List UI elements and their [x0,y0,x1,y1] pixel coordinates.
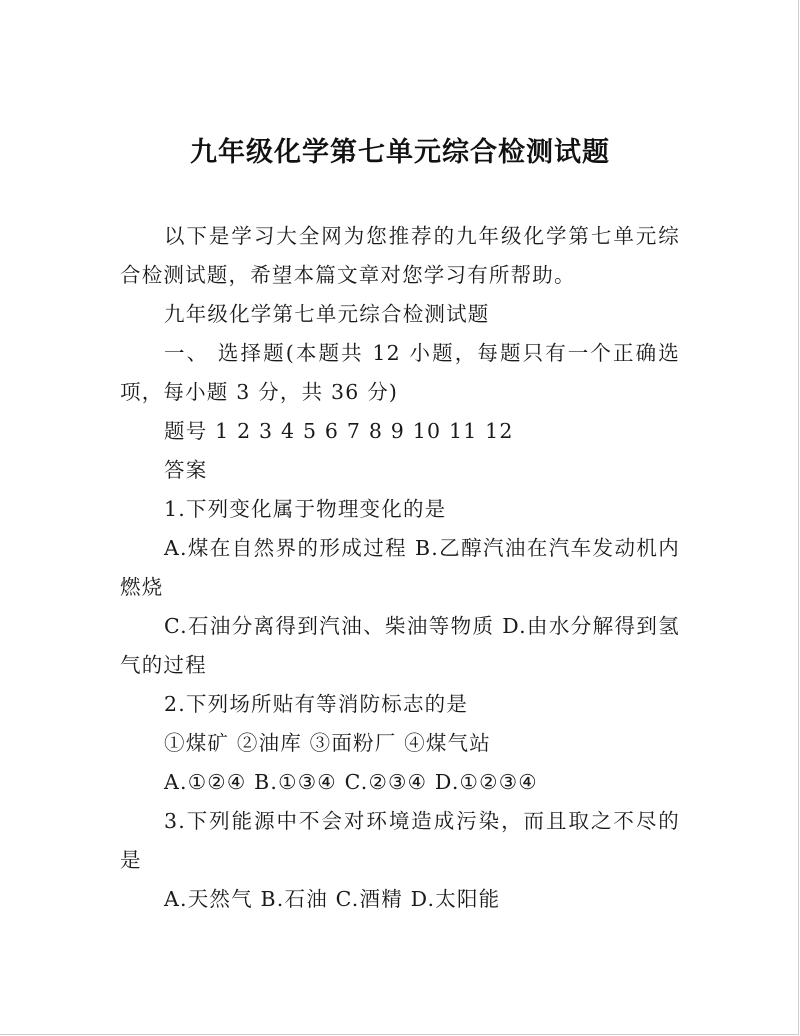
question-3: 3.下列能源中不会对环境造成污染，而且取之不尽的是 [120,809,680,872]
answer-table-header-row: 题号 1 2 3 4 5 6 7 8 9 10 11 12 [164,419,514,443]
question-2-places: ①煤矿 ②油库 ③面粉厂 ④煤气站 [164,731,491,755]
document-title: 九年级化学第七单元综合检测试题 [190,137,610,168]
question-3-options: A.天然气 B.石油 C.酒精 D.太阳能 [164,887,501,911]
intro-paragraph: 以下是学习大全网为您推荐的九年级化学第七单元综合检测试题，希望本篇文章对您学习有所帮助。 [120,224,680,287]
section-heading: 九年级化学第七单元综合检测试题 [164,302,490,326]
answer-table-answer-row: 答案 [164,458,208,482]
question-1-options-ab: A.煤在自然界的形成过程 B.乙醇汽油在汽车发动机内燃烧 [120,536,680,599]
section-instructions: 一、 选择题(本题共 12 小题，每题只有一个正确选项，每小题 3 分，共 36 分) [120,341,680,404]
question-1-options-cd: C.石油分离得到汽油、柴油等物质 D.由水分解得到氢气的过程 [120,614,680,677]
question-2: 2.下列场所贴有等消防标志的是 [164,692,469,716]
question-2-options: A.①②④ B.①③④ C.②③④ D.①②③④ [164,770,538,794]
document-body [120,217,680,919]
question-1: 1.下列变化属于物理变化的是 [164,497,447,521]
